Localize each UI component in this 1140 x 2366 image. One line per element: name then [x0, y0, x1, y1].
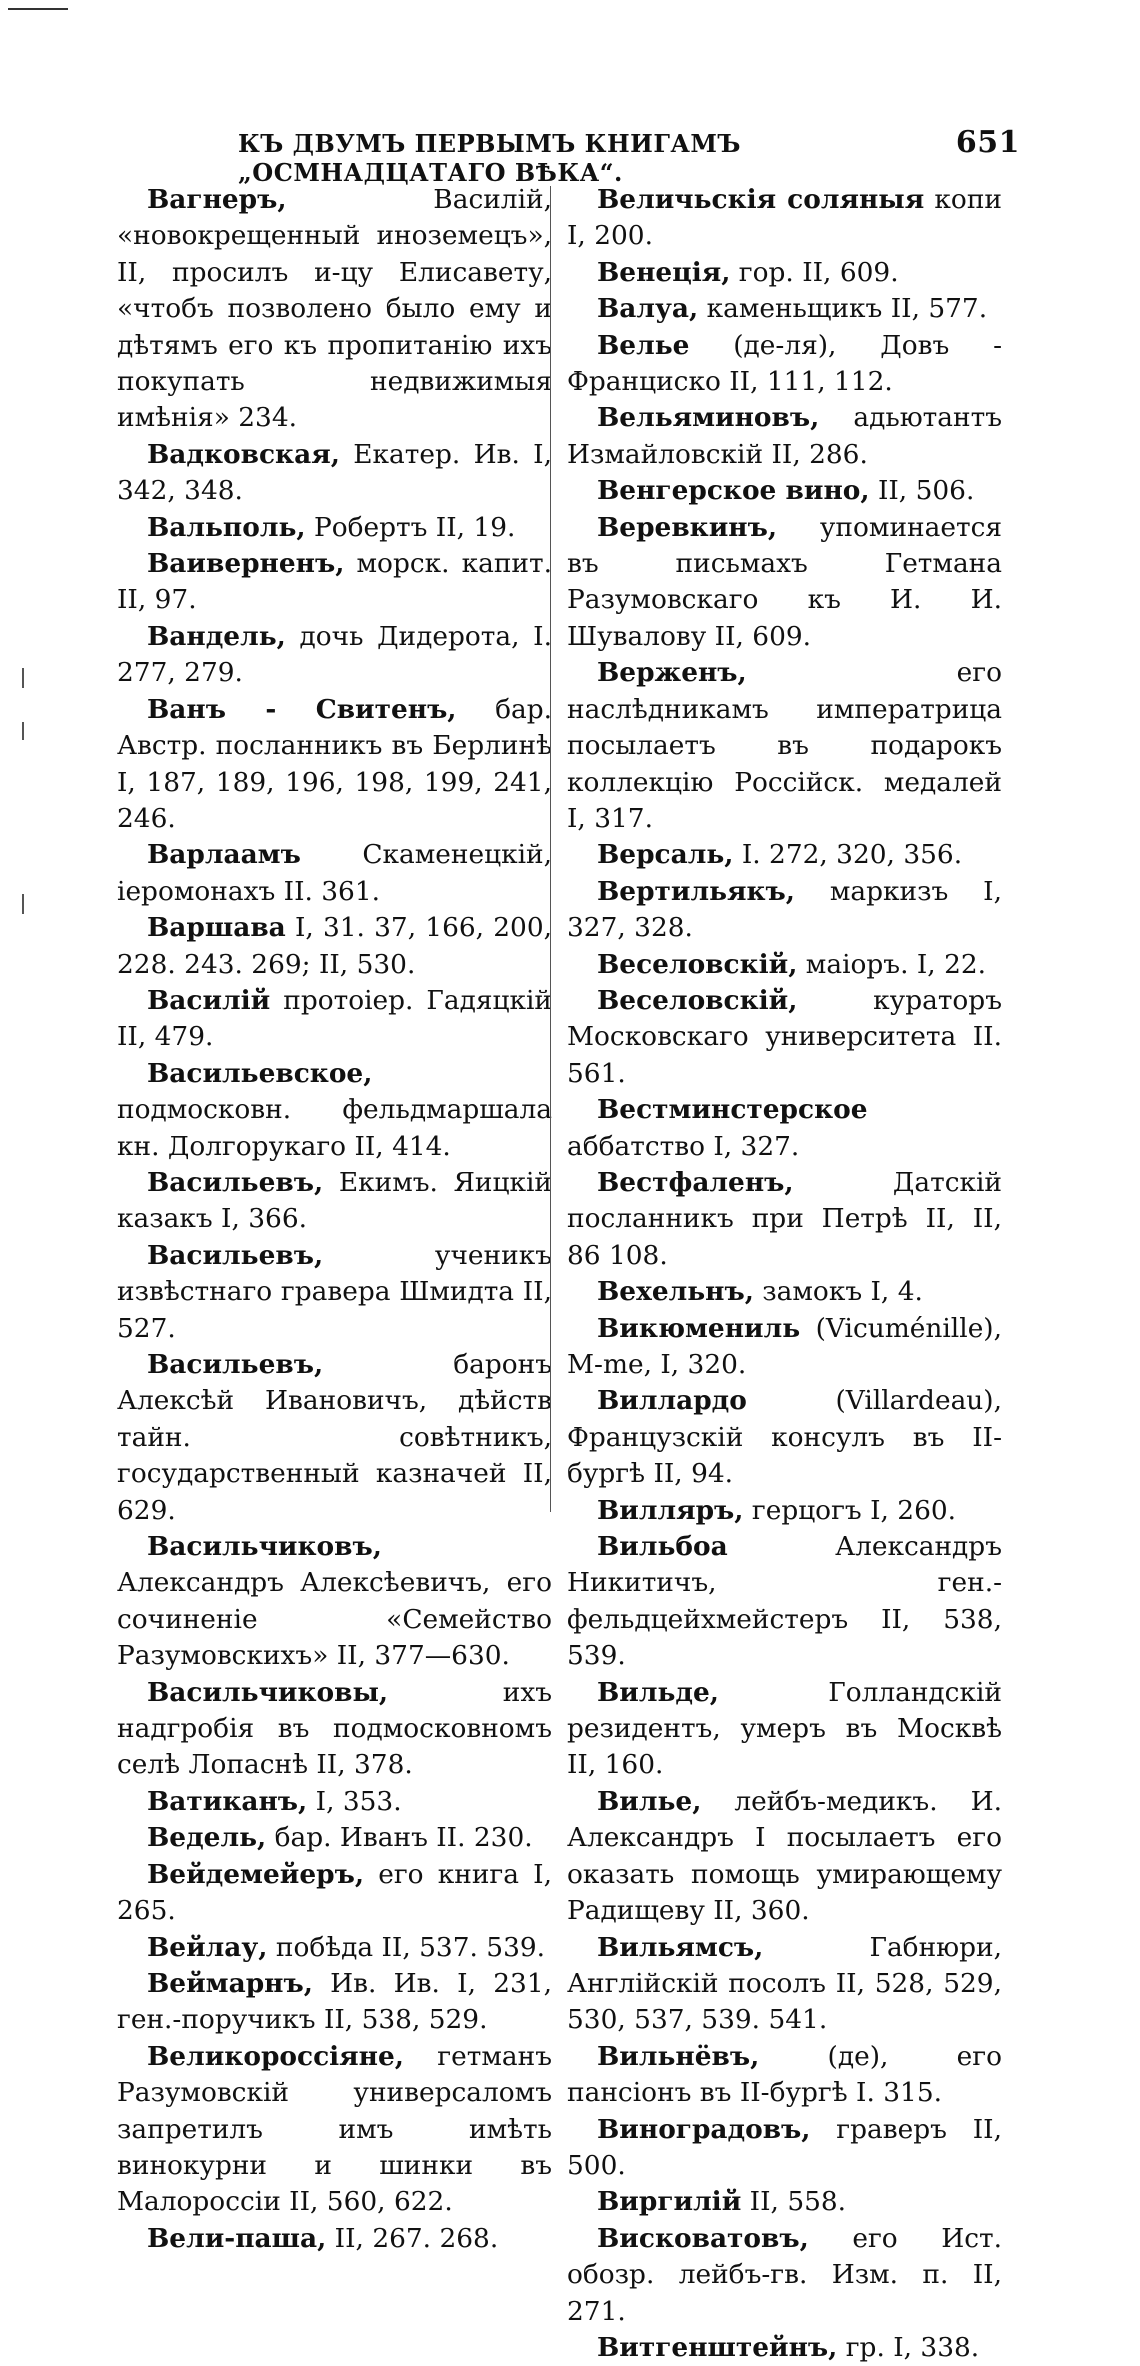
entry-headword: Вехельнъ, [597, 1276, 754, 1308]
entry-text: дочь Дидерота, I. 277, 279. [117, 620, 552, 689]
entry-text: его книга I, 265. [117, 1858, 552, 1927]
entry-text: морск. капит. II, 97. [117, 548, 552, 616]
entry-headword: Вертильякъ, [597, 875, 795, 907]
entry-text: адьютантъ Измайловскій II, 286. [567, 402, 1002, 470]
entry-text: Василій, «новокрещенный иноземецъ», II, просилъ и-цу Елисавету, «чтобъ позволено было ему и дѣтямъ его къ пропитанію ихъ покупать недвижимыя имѣнія» 234. [117, 184, 552, 434]
entry-headword: Веревкинъ, [597, 511, 778, 543]
entry-headword: Великороссіяне, [147, 2040, 404, 2072]
entry-text: Александръ Алексѣевичъ, его сочиненіе «Семейство Разумовскихъ» II, 377—630. [117, 1567, 552, 1672]
entry-text: Датскій посланникъ при Петрѣ II, II, 86 108. [567, 1166, 1002, 1271]
entry-text: герцогъ I, 260. [743, 1494, 957, 1526]
entry-headword: Вейлау, [147, 1931, 268, 1963]
entry-text: подмосковн. фельдмаршала кн. Долгорукаго II, 414. [117, 1094, 552, 1162]
entry-headword: Вестфаленъ, [597, 1166, 794, 1198]
index-entry [117, 1784, 552, 1820]
index-entry [567, 1383, 1002, 1492]
index-entry [117, 1820, 552, 1856]
index-entry [567, 1675, 1002, 1784]
entry-headword: Вильямсъ, [597, 1931, 764, 1963]
entry-text: (Villardeau), Французскій консулъ въ II-бургѣ II, 94. [567, 1385, 1002, 1490]
index-entry [567, 473, 1002, 509]
index-entry [117, 1529, 552, 1675]
entry-headword: Венеція, [597, 256, 731, 288]
index-entry [117, 1966, 552, 2039]
entry-headword: Вейдемейеръ, [147, 1858, 365, 1890]
entry-headword: Виноградовъ, [597, 2113, 811, 2145]
entry-text: I, 353. [307, 1785, 402, 1817]
entry-headword: Ваиверненъ, [147, 548, 345, 580]
entry-headword: Василій [147, 984, 271, 1016]
index-entry [567, 1493, 1002, 1529]
index-entry [117, 1675, 552, 1784]
entry-text: замокъ I, 4. [753, 1276, 923, 1308]
entry-text: Габнюри, Англійскій посолъ II, 528, 529, 530, 537, 539. 541. [567, 1931, 1002, 2036]
entry-headword: Верженъ, [597, 657, 747, 689]
entry-text: баронъ Алексѣй Ивановичъ, дѣйств тайн. совѣтникъ, государственный казначей II, 629. [117, 1349, 552, 1526]
entry-headword: Ватиканъ, [147, 1785, 308, 1817]
index-entry [567, 2184, 1002, 2220]
entry-text: II, 558. [741, 2186, 847, 2218]
index-entry [567, 1529, 1002, 1675]
index-entry [567, 1274, 1002, 1310]
entry-headword: Вилье, [597, 1785, 702, 1817]
entry-headword: Веселовскій, [597, 984, 798, 1016]
index-entry [567, 2330, 1002, 2366]
entry-headword: Веселовскій, [597, 948, 798, 980]
entry-text: копи I, 200. [567, 184, 1002, 252]
index-entry [567, 328, 1002, 401]
index-entry [567, 2221, 1002, 2330]
entry-headword: Васильчиковъ, [147, 1531, 382, 1563]
entry-headword: Викюмениль [597, 1312, 801, 1344]
index-entry [567, 291, 1002, 327]
entry-text: граверъ II, 500. [567, 2113, 1002, 2181]
index-entry [567, 182, 1002, 255]
index-entry [117, 1930, 552, 1966]
entry-headword: Велье [597, 329, 690, 361]
running-title: КЪ ДВУМЪ ПЕРВЫМЪ КНИГАМЪ „ОСМНАДЦАТАГО ВѢКА“. [238, 129, 741, 187]
index-entry [117, 837, 552, 910]
entry-headword: Висковатовъ, [597, 2222, 809, 2254]
entry-headword: Вильде, [597, 1676, 719, 1708]
index-entry [117, 2039, 552, 2221]
entry-text: его наслѣдникамъ императрица посылаетъ въ подарокъ коллекцію Россійск. медалей I, 317. [567, 657, 1002, 834]
column-divider [550, 186, 551, 1512]
index-entry [567, 1784, 1002, 1930]
entry-headword: Варшава [147, 912, 286, 944]
top-rule [8, 8, 68, 10]
entry-text: Скаменецкій, іеромонахъ II. 361. [117, 839, 552, 907]
entry-headword: Васильевское, [147, 1057, 373, 1089]
index-entry [117, 510, 552, 546]
entry-text: маіоръ. I, 22. [797, 948, 987, 980]
entry-text: Екатер. Ив. I, 342, 348. [117, 438, 552, 507]
index-entry [567, 655, 1002, 837]
index-entry [567, 400, 1002, 473]
index-entry [567, 2039, 1002, 2112]
entry-text: ученикъ извѣстнаго гравера Шмидта II, 527. [117, 1239, 552, 1344]
entry-headword: Веймарнъ, [147, 1967, 313, 1999]
index-entry [117, 182, 552, 437]
entry-headword: Вандель, [147, 620, 286, 652]
entry-text: упоминается въ письмахъ Гетмана Разумовскаго къ И. И. Шувалову II, 609. [567, 511, 1002, 652]
index-entry [117, 910, 552, 983]
entry-text: бар. Австр. посланникъ въ Берлинѣ I, 187, 189, 196, 198, 199, 241, 246. [117, 693, 552, 834]
index-entry [567, 1092, 1002, 1165]
entry-headword: Вагнеръ, [147, 184, 287, 215]
index-entry [567, 2112, 1002, 2185]
entry-headword: Витгенштейнъ, [597, 2331, 838, 2363]
entry-headword: Вельяминовъ, [597, 402, 820, 434]
entry-text: аббатство I, 327. [567, 1130, 800, 1162]
page-number: 651 [955, 125, 1020, 160]
entry-text: гетманъ Разумовскій универсаломъ запретилъ имъ имѣть винокурни и шинки въ Малороссіи II, 560, 622. [117, 2040, 552, 2218]
entry-text: Ив. Ив. I, 231, ген.-поручикъ II, 538, 529. [117, 1967, 552, 2036]
entry-headword: Васильевъ, [147, 1166, 324, 1198]
entry-text: побѣда II, 537. 539. [267, 1931, 546, 1963]
entry-text: ихъ надгробія въ подмосковномъ селѣ Лопаснѣ II, 378. [117, 1676, 552, 1781]
index-entry [117, 1857, 552, 1930]
entry-text: II, 506. [869, 475, 975, 507]
entry-headword: Вильнёвъ, [597, 2040, 760, 2072]
entry-text: гр. I, 338. [837, 2331, 980, 2363]
entry-text: (Vicuménille), M-me, I, 320. [567, 1312, 1002, 1380]
entry-text: его Ист. обозр. лейбъ-гв. Изм. п. II, 271. [567, 2222, 1002, 2327]
entry-text: (де), его пансіонъ въ II-бургѣ I. 315. [567, 2040, 1002, 2109]
running-header [238, 125, 1020, 187]
entry-headword: Вестминстерское [597, 1094, 868, 1126]
entry-headword: Ведель, [147, 1822, 267, 1854]
index-entry [567, 947, 1002, 983]
entry-headword: Васильевъ, [147, 1239, 324, 1271]
index-entry [567, 1930, 1002, 2039]
entry-text: каменьщикъ II, 577. [698, 293, 988, 325]
entry-text: Робертъ II, 19. [305, 511, 516, 543]
margin-mark [22, 894, 24, 914]
entry-text: (де-ля), Довъ - Франциско II, 111, 112. [567, 329, 1002, 398]
entry-text: Екимъ. Яицкій казакъ I, 366. [117, 1166, 552, 1235]
entry-headword: Вадковская, [147, 438, 340, 470]
entry-text: лейбъ-медикъ. И. Александръ I посылаетъ его оказать помощь умирающему Радищеву II, 360. [567, 1785, 1002, 1927]
entry-headword: Варлаамъ [147, 839, 301, 871]
index-column-left [117, 182, 552, 2257]
index-entry [117, 1165, 552, 1238]
index-entry [117, 546, 552, 619]
index-entry [117, 1238, 552, 1347]
entry-text: протоіер. Гадяцкій II, 479. [117, 984, 552, 1053]
entry-headword: Вильбоа [597, 1531, 728, 1563]
entry-text: маркизъ I, 327, 328. [567, 875, 1002, 944]
entry-text: Александръ Никитичъ, ген.-фельдцейхмейстеръ II, 538, 539. [567, 1531, 1002, 1672]
margin-mark [22, 668, 24, 688]
entry-text: I, 31. 37, 166, 200, 228. 243. 269; II, 530. [117, 912, 552, 980]
entry-headword: Валуа, [597, 293, 699, 325]
margin-mark [22, 722, 24, 740]
entry-headword: Величьскія соляныя [597, 184, 925, 215]
entry-headword: Венгерское вино, [597, 475, 870, 507]
index-entry [117, 1347, 552, 1529]
entry-headword: Виргилій [597, 2186, 742, 2218]
entry-headword: Васильевъ, [147, 1349, 324, 1380]
entry-headword: Вилляръ, [597, 1494, 744, 1526]
entry-headword: Вальполь, [147, 511, 306, 543]
index-entry [567, 983, 1002, 1092]
entry-text: II, 267. 268. [326, 2222, 499, 2254]
index-entry [567, 255, 1002, 291]
entry-text: Голландскій резидентъ, умеръ въ Москвѣ II, 160. [567, 1676, 1002, 1781]
index-entry [567, 1165, 1002, 1274]
index-entry [567, 874, 1002, 947]
index-entry [567, 837, 1002, 873]
entry-headword: Вели-паша, [147, 2222, 327, 2254]
entry-headword: Ванъ - Свитенъ, [147, 693, 457, 725]
entry-text: бар. Иванъ II. 230. [266, 1822, 533, 1854]
index-entry [117, 692, 552, 838]
entry-headword: Виллардо [597, 1385, 747, 1417]
entry-text: I. 272, 320, 356. [733, 839, 963, 871]
index-entry [117, 437, 552, 510]
entry-headword: Версаль, [597, 839, 734, 871]
index-entry [117, 983, 552, 1056]
index-entry [117, 2221, 552, 2257]
index-entry [117, 1056, 552, 1165]
index-entry [117, 619, 552, 692]
index-entry [567, 510, 1002, 656]
entry-text: кураторъ Московскаго университета II. 561. [567, 984, 1002, 1089]
entry-headword: Васильчиковы, [147, 1676, 389, 1708]
index-column-right [567, 182, 1002, 2366]
index-entry [567, 1311, 1002, 1384]
entry-text: гор. II, 609. [730, 256, 899, 288]
